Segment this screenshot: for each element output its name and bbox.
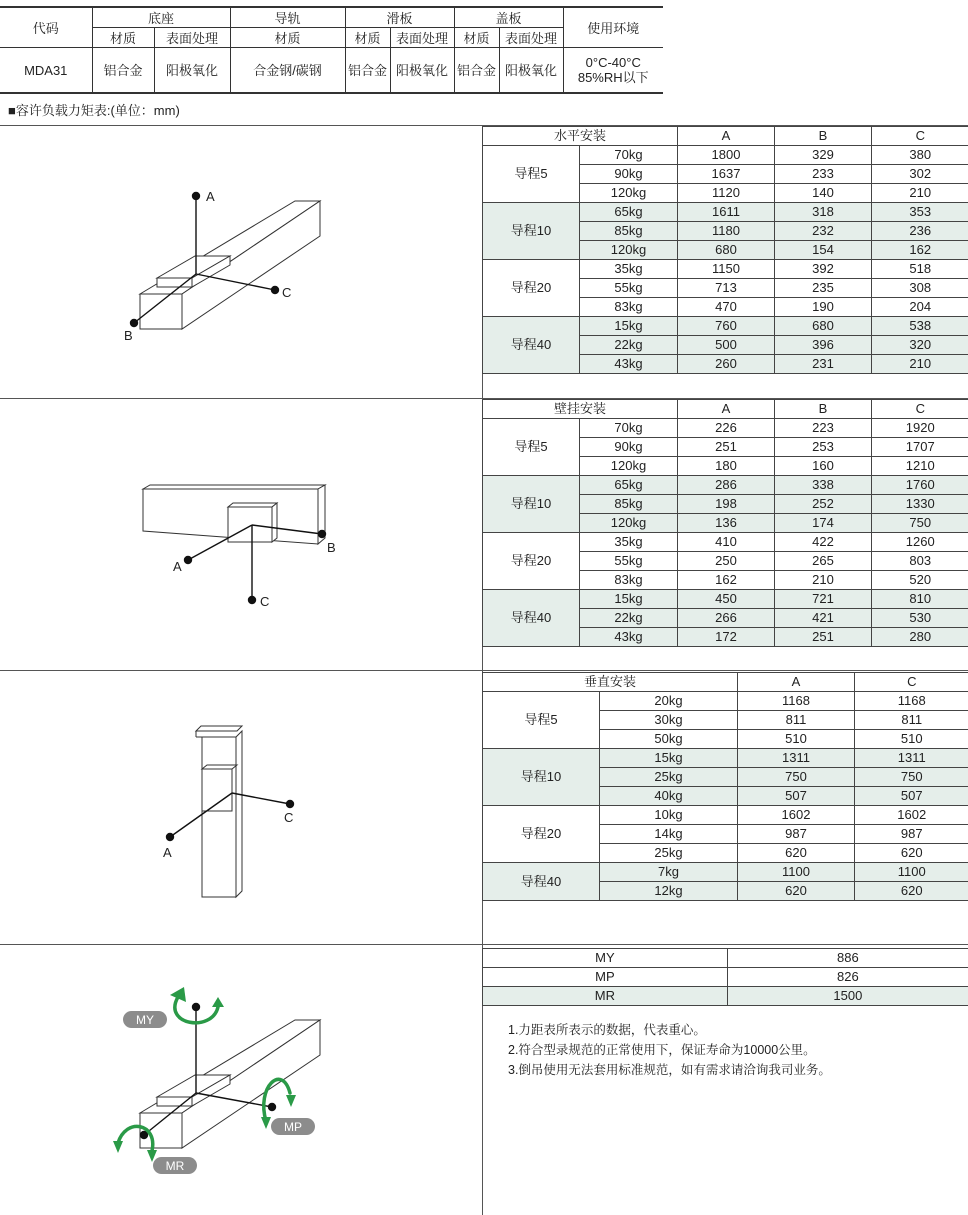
moment-value: 620 <box>738 844 855 863</box>
load-weight: 22kg <box>580 336 678 355</box>
moment-value: 470 <box>678 298 775 317</box>
table-row <box>483 419 968 438</box>
moment-value: 750 <box>872 514 968 533</box>
moment-value: 210 <box>872 184 968 203</box>
moment-value: 190 <box>775 298 872 317</box>
table-row <box>483 749 968 768</box>
spec-header-base: 底座 <box>92 7 230 28</box>
load-weight: 120kg <box>580 457 678 476</box>
moment-value: 421 <box>775 609 872 628</box>
column-header: A <box>678 127 775 146</box>
moment-value: 500 <box>678 336 775 355</box>
table-row <box>483 476 968 495</box>
moment-value: 1800 <box>678 146 775 165</box>
rotate-arrow-icon <box>264 1079 290 1121</box>
moment-value: 810 <box>872 590 968 609</box>
load-weight: 55kg <box>580 279 678 298</box>
moment-name: MY <box>483 949 728 968</box>
moment-value: 280 <box>872 628 968 647</box>
moment-value: 250 <box>678 552 775 571</box>
load-weight: 43kg <box>580 355 678 374</box>
moment-value: 680 <box>775 317 872 336</box>
column-header: C <box>872 127 968 146</box>
table-row <box>483 590 968 609</box>
spec-base-surface: 阳极氧化 <box>154 48 230 94</box>
load-weight: 120kg <box>580 514 678 533</box>
load-weight: 22kg <box>580 609 678 628</box>
moment-value: 450 <box>678 590 775 609</box>
moment-value: 1168 <box>738 692 855 711</box>
vertical-load-table <box>482 672 968 901</box>
axis-label-b: B <box>124 328 133 343</box>
moment-value: 507 <box>738 787 855 806</box>
moment-value: 410 <box>678 533 775 552</box>
moment-value: 235 <box>775 279 872 298</box>
mp-badge <box>271 1118 315 1135</box>
column-header: C <box>855 673 968 692</box>
column-header: B <box>775 127 872 146</box>
spec-subheader: 表面处理 <box>390 28 454 48</box>
load-weight: 65kg <box>580 203 678 222</box>
load-weight: 25kg <box>600 844 738 863</box>
horizontal-load-table <box>482 126 968 374</box>
spec-header-env: 使用环境 <box>563 7 663 48</box>
moment-value: 380 <box>872 146 968 165</box>
moment-value: 987 <box>738 825 855 844</box>
moment-value: 422 <box>775 533 872 552</box>
moment-value: 231 <box>775 355 872 374</box>
moment-value: 223 <box>775 419 872 438</box>
lead-label: 导程20 <box>483 260 580 317</box>
moment-value: 226 <box>678 419 775 438</box>
lead-label: 导程10 <box>483 749 600 806</box>
moment-value: 204 <box>872 298 968 317</box>
note-item: 3.倒吊使用无法套用标准规范，如有需求请洽询我司业务。 <box>508 1063 831 1077</box>
axis-label-c: C <box>284 810 294 825</box>
load-weight: 50kg <box>600 730 738 749</box>
moment-value: 1602 <box>855 806 968 825</box>
spec-subheader: 材质 <box>454 28 499 48</box>
moment-value: 680 <box>678 241 775 260</box>
spec-slider-surface: 阳极氧化 <box>390 48 454 94</box>
moment-value: 750 <box>738 768 855 787</box>
spec-code: MDA31 <box>0 48 92 94</box>
spec-slider-material: 铝合金 <box>345 48 390 94</box>
moment-value: 760 <box>678 317 775 336</box>
table-row <box>483 806 968 825</box>
table-row <box>483 533 968 552</box>
load-moment-caption: ■容许负载力矩表:(单位：mm) <box>8 103 180 118</box>
moment-value: 510 <box>738 730 855 749</box>
moment-value: 162 <box>872 241 968 260</box>
axis-label-c: C <box>282 285 292 300</box>
load-weight: 30kg <box>600 711 738 730</box>
column-header: C <box>872 400 968 419</box>
note-item: 2.符合型录规范的正常使用下，保证寿命为10000公里。 <box>508 1043 816 1057</box>
moment-value: 1602 <box>738 806 855 825</box>
column-header: B <box>775 400 872 419</box>
notes <box>508 1020 831 1080</box>
moment-value: 162 <box>678 571 775 590</box>
load-weight: 25kg <box>600 768 738 787</box>
moment-value: 1180 <box>678 222 775 241</box>
moment-value: 140 <box>775 184 872 203</box>
moment-value: 1311 <box>738 749 855 768</box>
load-weight: 70kg <box>580 146 678 165</box>
moment-value: 538 <box>872 317 968 336</box>
moment-value: 253 <box>775 438 872 457</box>
moment-value: 160 <box>775 457 872 476</box>
load-weight: 70kg <box>580 419 678 438</box>
moment-value: 265 <box>775 552 872 571</box>
moment-value: 826 <box>727 968 968 987</box>
moment-value: 721 <box>775 590 872 609</box>
moment-value: 180 <box>678 457 775 476</box>
spec-header-slider: 滑板 <box>345 7 454 28</box>
spec-base-material: 铝合金 <box>92 48 154 94</box>
load-weight: 55kg <box>580 552 678 571</box>
moment-value: 811 <box>855 711 968 730</box>
load-weight: 15kg <box>580 590 678 609</box>
moment-value: 1150 <box>678 260 775 279</box>
load-weight: 85kg <box>580 495 678 514</box>
load-weight: 7kg <box>600 863 738 882</box>
table-row <box>483 260 968 279</box>
moment-value: 198 <box>678 495 775 514</box>
moment-value: 210 <box>775 571 872 590</box>
my-badge-label: MY <box>136 1013 154 1027</box>
my-badge <box>123 1011 167 1028</box>
load-weight: 14kg <box>600 825 738 844</box>
table-title: 壁挂安装 <box>483 400 678 419</box>
load-weight: 43kg <box>580 628 678 647</box>
moment-value: 750 <box>855 768 968 787</box>
moment-value: 507 <box>855 787 968 806</box>
mr-badge-label: MR <box>165 1159 185 1173</box>
moment-value: 252 <box>775 495 872 514</box>
moment-value: 1611 <box>678 203 775 222</box>
moment-value: 396 <box>775 336 872 355</box>
moment-value: 886 <box>727 949 968 968</box>
moment-value: 260 <box>678 355 775 374</box>
moment-value: 1920 <box>872 419 968 438</box>
moment-value: 1707 <box>872 438 968 457</box>
moment-diagram <box>0 945 482 1215</box>
moment-value: 308 <box>872 279 968 298</box>
moment-value: 1637 <box>678 165 775 184</box>
moment-value: 318 <box>775 203 872 222</box>
moment-value: 1100 <box>855 863 968 882</box>
moment-value: 232 <box>775 222 872 241</box>
spec-cover-material: 铝合金 <box>454 48 499 94</box>
load-weight: 35kg <box>580 533 678 552</box>
moment-value: 1168 <box>855 692 968 711</box>
moment-value: 1330 <box>872 495 968 514</box>
moment-value: 987 <box>855 825 968 844</box>
axis-label-c: C <box>260 594 270 609</box>
horizontal-mount-diagram <box>0 126 482 398</box>
moment-value: 302 <box>872 165 968 184</box>
load-weight: 83kg <box>580 298 678 317</box>
axis-label-a: A <box>173 559 182 574</box>
moment-value: 136 <box>678 514 775 533</box>
load-weight: 120kg <box>580 241 678 260</box>
load-weight: 65kg <box>580 476 678 495</box>
lead-label: 导程5 <box>483 692 600 749</box>
moment-value: 172 <box>678 628 775 647</box>
spec-subheader: 材质 <box>230 28 345 48</box>
spec-env <box>563 48 663 94</box>
axis-label-b: B <box>327 540 336 555</box>
lead-label: 导程40 <box>483 590 580 647</box>
moment-value: 1311 <box>855 749 968 768</box>
moment-value: 286 <box>678 476 775 495</box>
lead-label: 导程10 <box>483 203 580 260</box>
moment-value: 1260 <box>872 533 968 552</box>
moment-value: 1120 <box>678 184 775 203</box>
moment-value: 803 <box>872 552 968 571</box>
wall-mount-diagram <box>0 399 482 670</box>
moment-value: 154 <box>775 241 872 260</box>
moment-value: 174 <box>775 514 872 533</box>
spec-env-line2: 85%RH以下 <box>577 70 649 85</box>
moment-name: MP <box>483 968 728 987</box>
table-title: 垂直安装 <box>483 673 738 692</box>
moment-value: 210 <box>872 355 968 374</box>
load-weight: 120kg <box>580 184 678 203</box>
spec-header-cover: 盖板 <box>454 7 563 28</box>
lead-label: 导程20 <box>483 806 600 863</box>
lead-label: 导程40 <box>483 317 580 374</box>
moment-value: 620 <box>855 844 968 863</box>
table-row <box>483 146 968 165</box>
load-weight: 85kg <box>580 222 678 241</box>
load-weight: 90kg <box>580 165 678 184</box>
moment-table <box>482 948 968 1006</box>
moment-value: 530 <box>872 609 968 628</box>
moment-value: 353 <box>872 203 968 222</box>
vertical-mount-diagram <box>0 671 482 944</box>
moment-value: 392 <box>775 260 872 279</box>
moment-value: 713 <box>678 279 775 298</box>
moment-value: 329 <box>775 146 872 165</box>
moment-value: 266 <box>678 609 775 628</box>
load-weight: 12kg <box>600 882 738 901</box>
mp-badge-label: MP <box>284 1120 302 1134</box>
column-header: A <box>678 400 775 419</box>
moment-value: 520 <box>872 571 968 590</box>
spec-subheader: 表面处理 <box>499 28 563 48</box>
load-weight: 20kg <box>600 692 738 711</box>
spec-subheader: 表面处理 <box>154 28 230 48</box>
spec-subheader: 材质 <box>92 28 154 48</box>
load-weight: 83kg <box>580 571 678 590</box>
moment-value: 1100 <box>738 863 855 882</box>
load-weight: 15kg <box>600 749 738 768</box>
moment-value: 320 <box>872 336 968 355</box>
spec-env-line1: 0°C-40°C <box>585 55 641 70</box>
table-row <box>483 863 968 882</box>
moment-value: 251 <box>678 438 775 457</box>
moment-value: 236 <box>872 222 968 241</box>
axis-label-a: A <box>206 189 215 204</box>
wall-load-table <box>482 399 968 647</box>
moment-value: 233 <box>775 165 872 184</box>
spec-table <box>0 6 663 94</box>
spec-rail-material: 合金钢/碳钢 <box>230 48 345 94</box>
lead-label: 导程10 <box>483 476 580 533</box>
moment-value: 251 <box>775 628 872 647</box>
column-header: A <box>738 673 855 692</box>
table-row <box>483 692 968 711</box>
load-weight: 15kg <box>580 317 678 336</box>
moment-name: MR <box>483 987 728 1006</box>
axis-label-a: A <box>163 845 172 860</box>
spec-cover-surface: 阳极氧化 <box>499 48 563 94</box>
lead-label: 导程5 <box>483 419 580 476</box>
moment-value: 1210 <box>872 457 968 476</box>
moment-value: 620 <box>855 882 968 901</box>
load-weight: 90kg <box>580 438 678 457</box>
moment-value: 518 <box>872 260 968 279</box>
load-weight: 35kg <box>580 260 678 279</box>
moment-value: 1760 <box>872 476 968 495</box>
spec-header-rail: 导轨 <box>230 7 345 28</box>
table-row <box>483 317 968 336</box>
table-title: 水平安装 <box>483 127 678 146</box>
moment-value: 620 <box>738 882 855 901</box>
lead-label: 导程5 <box>483 146 580 203</box>
load-weight: 10kg <box>600 806 738 825</box>
note-item: 1.力距表所表示的数据，代表重心。 <box>508 1023 706 1037</box>
spec-header-code: 代码 <box>0 7 92 48</box>
moment-value: 811 <box>738 711 855 730</box>
mr-badge <box>153 1157 197 1174</box>
lead-label: 导程20 <box>483 533 580 590</box>
table-row <box>483 203 968 222</box>
spec-subheader: 材质 <box>345 28 390 48</box>
load-weight: 40kg <box>600 787 738 806</box>
moment-value: 1500 <box>727 987 968 1006</box>
lead-label: 导程40 <box>483 863 600 901</box>
moment-value: 510 <box>855 730 968 749</box>
moment-value: 338 <box>775 476 872 495</box>
